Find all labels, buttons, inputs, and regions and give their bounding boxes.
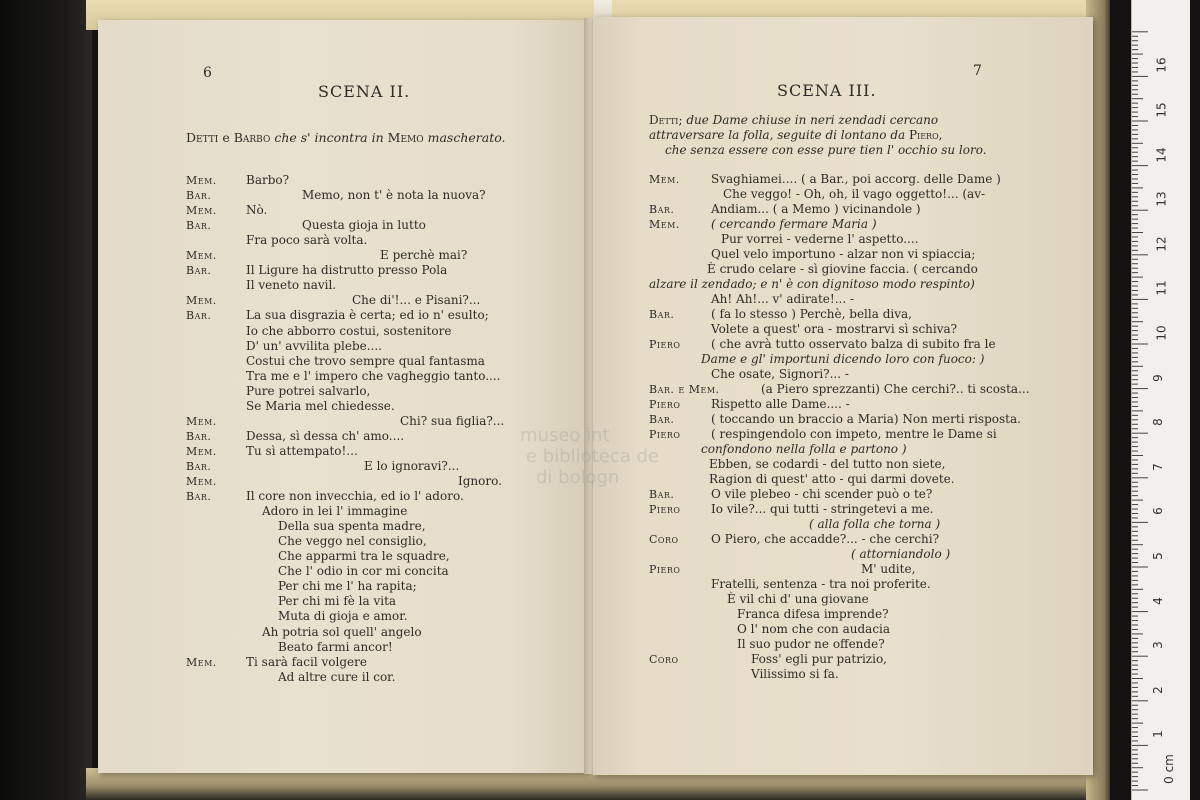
speaker-label: Coro	[649, 533, 679, 546]
ruler-label: 5	[1150, 552, 1165, 560]
dialogue-line: Volete a quest' ora - mostrarvi sì schiva?	[711, 322, 958, 336]
speaker-label: Bar.	[649, 488, 675, 501]
dark-background-right	[1110, 0, 1130, 800]
stage-direction-line: Detti; due Dame chiuse in neri zendadi cercano	[649, 113, 939, 127]
ruler-label: 15	[1154, 102, 1169, 118]
speaker-label: Mem.	[186, 174, 217, 187]
ruler-label: 3	[1150, 641, 1165, 650]
speaker-label: Bar.	[186, 429, 212, 443]
dialogue-line: Che di'!... e Pisani?...	[352, 293, 481, 308]
speaker-label: Bar.	[649, 413, 675, 426]
dialogue-line: Ignoro.	[458, 474, 502, 488]
dialogue-line: Io che abborro costui, sostenitore	[246, 323, 452, 338]
dialogue-line: ( che avrà tutto osservato balza di subito fra le	[711, 337, 996, 351]
dialogue-line: Se Maria mel chiedesse.	[246, 398, 395, 413]
dialogue-line: Pur vorrei - vederne l' aspetto....	[721, 232, 919, 246]
dialogue-line: Ti sarà facil volgere	[246, 654, 367, 669]
speaker-label: Mem.	[186, 294, 217, 308]
speaker-label: Bar.	[186, 189, 212, 203]
dialogue-line: confondono nella folla e partono )	[701, 442, 907, 456]
ruler-label: 12	[1154, 236, 1169, 252]
dialogue-line: Ebben, se codardi - del tutto non siete,	[709, 457, 946, 471]
speaker-label: Piero	[649, 428, 681, 441]
speaker-label: Piero	[649, 398, 681, 411]
ruler-label: 0 cm	[1161, 754, 1176, 784]
dialogue-line: È crudo celare - sì giovine faccia. ( cercando	[707, 262, 978, 276]
dialogue-line: Adoro in lei l' immagine	[262, 504, 408, 519]
speaker-label: Bar.	[186, 309, 212, 323]
dialogue-line: Beato farmi ancor!	[278, 639, 393, 654]
dialogue-line: Foss' egli pur patrizio,	[751, 652, 887, 666]
dialogue-line: ( toccando un braccio a Maria) Non merti risposta.	[711, 412, 1021, 426]
dialogue-line: ( fa lo stesso ) Perchè, bella diva,	[711, 307, 912, 321]
dialogue-line: Tu sì attempato!...	[246, 443, 358, 458]
dialogue-line: Il Ligure ha distrutto presso Pola	[246, 263, 448, 278]
dialogue-line: Franca difesa imprende?	[737, 607, 889, 621]
ruler-label: 4	[1150, 596, 1165, 605]
speaker-label: Mem.	[186, 204, 217, 218]
dialogue-line: ( attorniandolo )	[851, 547, 951, 561]
dialogue-line: Costui che trovo sempre qual fantasma	[246, 353, 485, 368]
dialogue-line: Che veggo! - Oh, oh, il vago oggetto!... (av-	[723, 187, 986, 201]
dialogue-line: Dame e gl' importuni dicendo loro con fuoco: )	[701, 352, 985, 366]
dialogue-line: Per chi mi fè la vita	[278, 594, 397, 609]
dialogue-line: Che veggo nel consiglio,	[278, 534, 427, 549]
dialogue-line: Nò.	[246, 203, 268, 218]
dialogue-line: Che osate, Signori?... -	[711, 367, 849, 381]
dialogue-line: Ad altre cure il cor.	[278, 669, 396, 684]
dialogue-line: ( respingendolo con impeto, mentre le Dame si	[711, 427, 997, 441]
speaker-label: Bar. e Mem.	[649, 383, 720, 396]
museum-watermark: museo int e biblioteca de di bologn	[520, 425, 659, 488]
dialogue-line: Ah! Ah!... v' adirate!... -	[711, 292, 855, 306]
dialogue-line: Che l' odio in cor mi concita	[278, 564, 449, 579]
speaker-label: Piero	[649, 563, 681, 576]
dialogue-line: M' udite,	[861, 562, 916, 576]
dialogue-line: Muta di gioja e amor.	[278, 609, 408, 624]
speaker-label: Mem.	[186, 249, 217, 263]
dialogue-line: Questa gioja in lutto	[302, 218, 426, 233]
speaker-label: Bar.	[649, 308, 675, 321]
dialogue-line: Chi? sua figlia?...	[400, 413, 505, 428]
speaker-label: Bar.	[186, 490, 212, 504]
speaker-label: Piero	[649, 503, 681, 516]
dialogue-line: Fra poco sarà volta.	[246, 233, 368, 248]
dialogue-line: ( cercando fermare Maria )	[711, 217, 877, 231]
speaker-label: Mem.	[649, 173, 680, 186]
dialogue-line: Io vile?... qui tutti - stringetevi a me.	[711, 502, 934, 516]
dialogue-line: O Piero, che accadde?... - che cerchi?	[711, 532, 940, 546]
dialogue-line: Tra me e l' impero che vagheggio tanto....	[246, 368, 501, 383]
ruler-label: 8	[1150, 418, 1165, 427]
dialogue-line: O l' nom che con audacia	[737, 622, 891, 636]
dialogue-line: Barbo?	[246, 173, 290, 187]
dialogue-line: Vilissimo si fa.	[751, 667, 839, 681]
dialogue-line: Rispetto alle Dame.... -	[711, 397, 850, 411]
dialogue-line: Andiam... ( a Memo ) vicinandole )	[711, 202, 921, 216]
ruler-label: 7	[1150, 462, 1165, 471]
dialogue-line: alzare il zendado; e n' è con dignitoso modo respinto)	[649, 277, 975, 291]
speaker-label: Coro	[649, 653, 679, 666]
dialogue-line: Fratelli, sentenza - tra noi proferite.	[711, 577, 931, 591]
ruler-label: 9	[1150, 373, 1165, 382]
stage-direction-line: attraversare la folla, seguite di lontano da Piero,	[649, 128, 943, 142]
speaker-label: Mem.	[649, 218, 680, 231]
dark-background-left	[0, 0, 92, 800]
dialogue-line: Pure potrei salvarlo,	[246, 383, 371, 398]
dialogue-line: È vil chi d' una giovane	[727, 592, 869, 606]
left-page	[98, 20, 588, 773]
speaker-label: Piero	[649, 338, 681, 351]
speaker-label: Bar.	[186, 219, 212, 233]
speaker-label: Bar.	[186, 459, 212, 473]
stage-direction-line: che senza essere con esse pure tien l' occhio su loro.	[665, 143, 987, 157]
dialogue-line: Dessa, sì dessa ch' amo....	[246, 428, 405, 443]
page-number: 6	[203, 65, 212, 81]
speaker-label: Mem.	[186, 475, 217, 488]
ruler-label: 11	[1154, 280, 1169, 297]
dialogue-line: O vile plebeo - chi scender può o te?	[711, 487, 933, 501]
speaker-label: Mem.	[186, 655, 217, 669]
dialogue-line: Il veneto navil.	[246, 278, 337, 293]
dialogue-line: Il suo pudor ne offende?	[737, 637, 885, 651]
dialogue-line: E lo ignoravi?...	[364, 458, 460, 473]
dialogue-line: Svaghiamei.... ( a Bar., poi accorg. delle Dame )	[711, 172, 1001, 186]
dialogue-line: Quel velo importuno - alzar non vi spiaccia;	[711, 247, 976, 261]
ruler-label: 1	[1150, 730, 1165, 739]
ruler-label: 14	[1154, 146, 1169, 163]
scene-title: SCENA II.	[318, 82, 411, 101]
dialogue-line: Il core non invecchia, ed io l' adoro.	[246, 489, 464, 504]
speaker-label: Mem.	[186, 444, 217, 458]
dialogue-line: Ragion di quest' atto - qui darmi dovete.	[709, 472, 955, 486]
dialogue-line: E perchè mai?	[380, 248, 468, 263]
dialogue-line: (a Piero sprezzanti) Che cerchi?.. ti scosta...	[761, 382, 1030, 396]
dialogue-line: Della sua spenta madre,	[278, 519, 426, 534]
speaker-label: Bar.	[649, 203, 675, 216]
ruler-label: 6	[1150, 507, 1165, 516]
dialogue-line: ( alla folla che torna )	[809, 517, 941, 531]
dialogue-line: Memo, non t' è nota la nuova?	[302, 188, 486, 203]
dialogue-line: Ah potria sol quell' angelo	[262, 624, 422, 639]
ruler-ticks	[1132, 0, 1190, 800]
page-number: 7	[973, 63, 982, 79]
dialogue-line: Per chi me l' ha rapita;	[278, 579, 417, 594]
ruler-label: 2	[1150, 685, 1165, 694]
dialogue-line: La sua disgrazia è certa; ed io n' esulto;	[246, 308, 489, 323]
stage-direction: Detti e Barbo che s' incontra in Memo mascherato.	[186, 130, 506, 145]
right-page	[593, 17, 1093, 775]
speaker-label: Bar.	[186, 264, 212, 278]
scale-ruler	[1131, 0, 1190, 800]
ruler-label: 10	[1154, 325, 1169, 341]
speaker-label: Mem.	[186, 414, 217, 428]
dialogue-line: Che apparmi tra le squadre,	[278, 549, 450, 564]
ruler-label: 13	[1154, 191, 1169, 207]
ruler-label: 16	[1154, 57, 1169, 74]
dialogue-line: D' un' avvilita plebe....	[246, 338, 382, 353]
scene-title: SCENA III.	[777, 81, 877, 100]
